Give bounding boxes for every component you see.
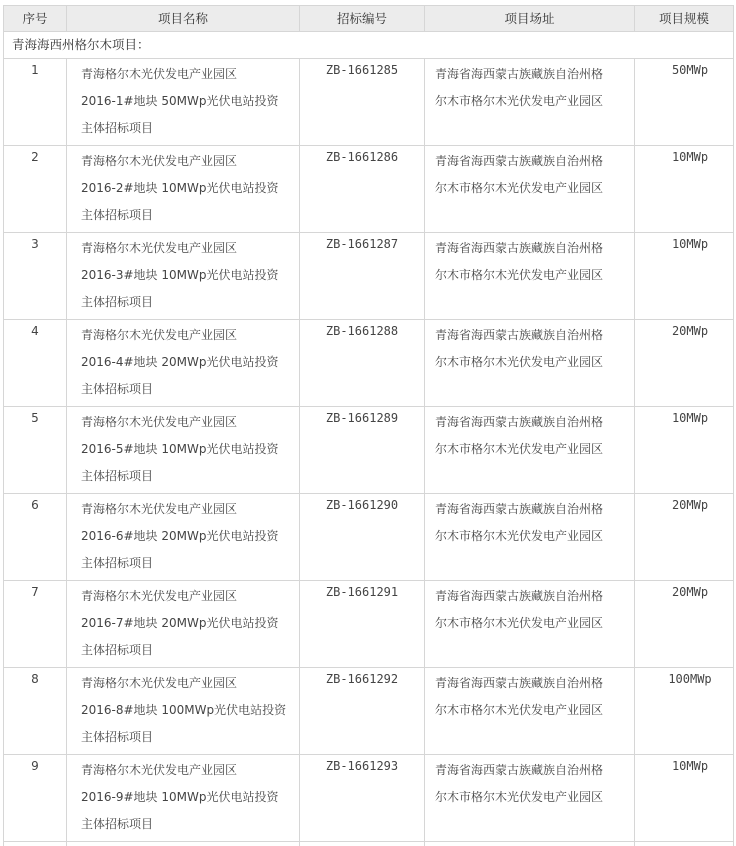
cell-bid-number: ZB-1661285 [300, 59, 425, 146]
project-name-line: 青海格尔木光伏发电产业园区 [81, 670, 297, 697]
tail-cell [635, 842, 734, 846]
tail-cell [425, 842, 635, 846]
cell-project-scale: 20MWp [635, 581, 734, 668]
project-name-line: 2016-3#地块 10MWp光伏电站投资 [81, 262, 297, 289]
project-name-line: 青海格尔木光伏发电产业园区 [81, 61, 297, 88]
project-name-line: 青海格尔木光伏发电产业园区 [81, 583, 297, 610]
table-row [4, 320, 734, 407]
project-site-line: 青海省海西蒙古族藏族自治州格 [435, 670, 626, 697]
project-site-line: 尔木市格尔木光伏发电产业园区 [435, 697, 626, 724]
project-table [3, 5, 734, 846]
cell-bid-number: ZB-1661289 [300, 407, 425, 494]
project-site-line: 尔木市格尔木光伏发电产业园区 [435, 523, 626, 550]
header-project-site: 项目场址 [425, 6, 635, 32]
project-name-line: 主体招标项目 [81, 724, 297, 751]
project-name-line: 主体招标项目 [81, 550, 297, 577]
cell-project-scale: 20MWp [635, 320, 734, 407]
project-site-line: 青海省海西蒙古族藏族自治州格 [435, 409, 626, 436]
cell-serial-number: 4 [4, 320, 67, 407]
project-name-line: 青海格尔木光伏发电产业园区 [81, 235, 297, 262]
project-name-line: 主体招标项目 [81, 637, 297, 664]
project-table-container [3, 5, 733, 846]
header-project-name: 项目名称 [67, 6, 300, 32]
project-site-line: 青海省海西蒙古族藏族自治州格 [435, 235, 626, 262]
project-site-line: 尔木市格尔木光伏发电产业园区 [435, 784, 626, 811]
cell-serial-number: 9 [4, 755, 67, 842]
project-name-line: 2016-6#地块 20MWp光伏电站投资 [81, 523, 297, 550]
cell-project-name [67, 233, 300, 320]
project-site-line: 尔木市格尔木光伏发电产业园区 [435, 175, 626, 202]
project-name-line: 主体招标项目 [81, 376, 297, 403]
cell-project-scale: 10MWp [635, 755, 734, 842]
project-site-line: 尔木市格尔木光伏发电产业园区 [435, 436, 626, 463]
project-name-line: 主体招标项目 [81, 463, 297, 490]
project-name-line: 2016-7#地块 20MWp光伏电站投资 [81, 610, 297, 637]
table-row [4, 494, 734, 581]
project-site-line: 青海省海西蒙古族藏族自治州格 [435, 757, 626, 784]
header-bid-number: 招标编号 [300, 6, 425, 32]
table-row [4, 146, 734, 233]
table-tail-row [4, 842, 734, 846]
cell-bid-number: ZB-1661292 [300, 668, 425, 755]
cell-project-site [425, 668, 635, 755]
table-row [4, 755, 734, 842]
project-site-line: 青海省海西蒙古族藏族自治州格 [435, 322, 626, 349]
cell-project-name [67, 320, 300, 407]
cell-project-name [67, 407, 300, 494]
cell-bid-number: ZB-1661288 [300, 320, 425, 407]
cell-project-site [425, 494, 635, 581]
cell-project-site [425, 755, 635, 842]
project-name-line: 2016-9#地块 10MWp光伏电站投资 [81, 784, 297, 811]
cell-project-name [67, 581, 300, 668]
project-site-line: 尔木市格尔木光伏发电产业园区 [435, 88, 626, 115]
project-name-line: 2016-2#地块 10MWp光伏电站投资 [81, 175, 297, 202]
project-name-line: 2016-4#地块 20MWp光伏电站投资 [81, 349, 297, 376]
cell-project-name [67, 146, 300, 233]
project-site-line: 青海省海西蒙古族藏族自治州格 [435, 148, 626, 175]
cell-project-site [425, 59, 635, 146]
cell-bid-number: ZB-1661286 [300, 146, 425, 233]
project-name-line: 青海格尔木光伏发电产业园区 [81, 409, 297, 436]
project-name-line: 青海格尔木光伏发电产业园区 [81, 757, 297, 784]
cell-bid-number: ZB-1661290 [300, 494, 425, 581]
project-site-line: 青海省海西蒙古族藏族自治州格 [435, 583, 626, 610]
project-site-line: 青海省海西蒙古族藏族自治州格 [435, 496, 626, 523]
table-row [4, 59, 734, 146]
cell-project-scale: 20MWp [635, 494, 734, 581]
cell-serial-number: 8 [4, 668, 67, 755]
tail-cell [4, 842, 67, 846]
cell-bid-number: ZB-1661291 [300, 581, 425, 668]
cell-serial-number: 3 [4, 233, 67, 320]
project-site-line: 尔木市格尔木光伏发电产业园区 [435, 349, 626, 376]
project-name-line: 青海格尔木光伏发电产业园区 [81, 322, 297, 349]
project-name-line: 青海格尔木光伏发电产业园区 [81, 148, 297, 175]
header-project-scale: 项目规模 [635, 6, 734, 32]
cell-project-scale: 100MWp [635, 668, 734, 755]
cell-project-name [67, 668, 300, 755]
cell-serial-number: 6 [4, 494, 67, 581]
cell-project-site [425, 233, 635, 320]
project-name-line: 主体招标项目 [81, 115, 297, 142]
header-serial-number: 序号 [4, 6, 67, 32]
tail-cell [67, 842, 300, 846]
project-site-line: 尔木市格尔木光伏发电产业园区 [435, 262, 626, 289]
cell-project-site [425, 407, 635, 494]
cell-project-scale: 10MWp [635, 146, 734, 233]
project-name-line: 青海格尔木光伏发电产业园区 [81, 496, 297, 523]
project-name-line: 2016-1#地块 50MWp光伏电站投资 [81, 88, 297, 115]
cell-bid-number: ZB-1661293 [300, 755, 425, 842]
project-site-line: 尔木市格尔木光伏发电产业园区 [435, 610, 626, 637]
project-name-line: 主体招标项目 [81, 289, 297, 316]
tail-cell [300, 842, 425, 846]
table-row [4, 581, 734, 668]
cell-project-name [67, 755, 300, 842]
table-header [4, 6, 734, 32]
project-site-line: 青海省海西蒙古族藏族自治州格 [435, 61, 626, 88]
project-name-line: 主体招标项目 [81, 811, 297, 838]
table-row [4, 407, 734, 494]
cell-project-name [67, 494, 300, 581]
cell-project-site [425, 581, 635, 668]
cell-serial-number: 1 [4, 59, 67, 146]
table-body [4, 59, 734, 842]
cell-project-scale: 10MWp [635, 407, 734, 494]
cell-serial-number: 7 [4, 581, 67, 668]
group-label: 青海海西州格尔木项目： [4, 32, 734, 59]
group-row [4, 32, 734, 59]
project-name-line: 2016-5#地块 10MWp光伏电站投资 [81, 436, 297, 463]
cell-bid-number: ZB-1661287 [300, 233, 425, 320]
cell-project-site [425, 320, 635, 407]
cell-project-scale: 50MWp [635, 59, 734, 146]
cell-project-site [425, 146, 635, 233]
table-row [4, 233, 734, 320]
project-name-line: 2016-8#地块 100MWp光伏电站投资 [81, 697, 297, 724]
cell-serial-number: 2 [4, 146, 67, 233]
cell-serial-number: 5 [4, 407, 67, 494]
project-name-line: 主体招标项目 [81, 202, 297, 229]
cell-project-name [67, 59, 300, 146]
table-row [4, 668, 734, 755]
cell-project-scale: 10MWp [635, 233, 734, 320]
